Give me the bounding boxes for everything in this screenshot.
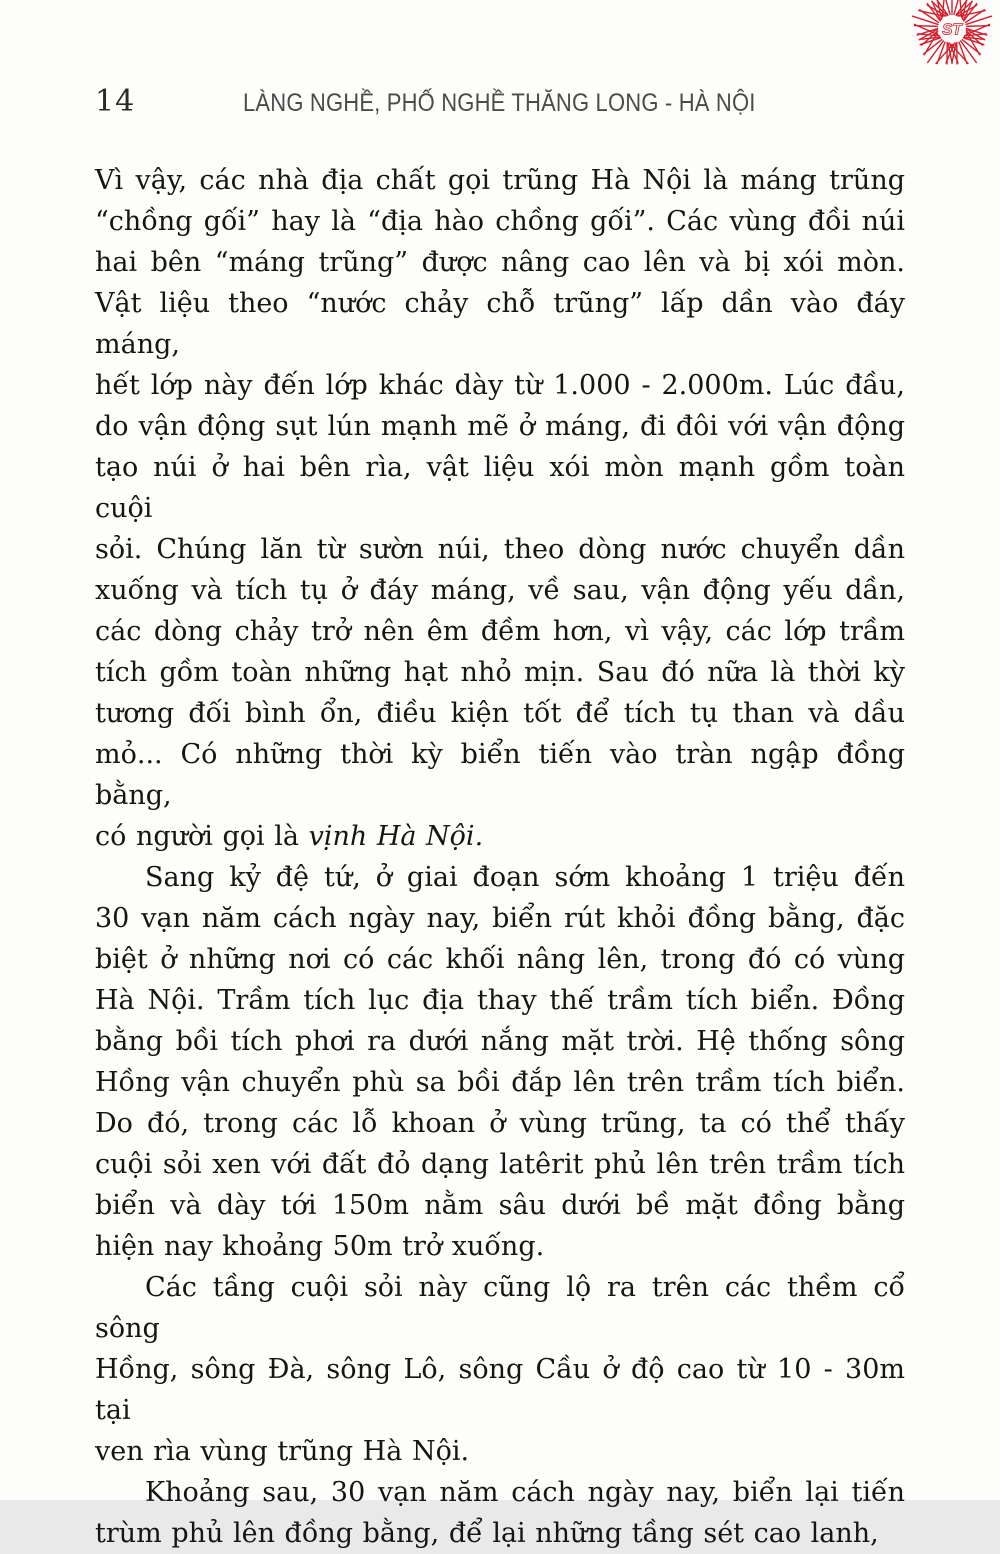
paragraph [95,857,905,1267]
publisher-monogram: ST [942,21,962,39]
text-line: Vì vậy, các nhà địa chất gọi trũng Hà Nội là máng trũng [95,165,905,196]
running-title: LÀNG NGHỀ, PHỐ NGHỀ THĂNG LONG - HÀ NỘI [243,89,756,117]
text-line: biển và dày tới 150m nằm sâu dưới bề mặt đồng bằng [95,1190,905,1221]
paragraph [95,160,905,857]
text-line: Hồng, sông Đà, sông Lô, sông Cầu ở độ cao từ 10 - 30m tại [95,1354,905,1426]
text-line: hiện nay khoảng 50m trở xuống. [95,1231,545,1262]
text-line: ven rìa vùng trũng Hà Nội. [95,1436,470,1467]
text-line: Các tầng cuội sỏi này cũng lộ ra trên các thềm cổ sông [95,1272,905,1344]
text-line: xuống và tích tụ ở đáy máng, về sau, vận động yếu dần, [95,575,905,606]
text-line: hết lớp này đến lớp khác dày từ 1.000 - 2.000m. Lúc đầu, [95,370,905,401]
text-line: tạo núi ở hai bên rìa, vật liệu xói mòn mạnh gồm toàn cuội [95,452,905,524]
publisher-logo [906,0,998,75]
text-line: tích gồm toàn những hạt nhỏ mịn. Sau đó nữa là thời kỳ [95,657,905,688]
text-line: hai bên “máng trũng” được nâng cao lên và bị xói mòn. [95,247,905,278]
text-line: trùm phủ lên đồng bằng, để lại những tầng sét cao lanh, [95,1518,879,1549]
text-line: có người gọi là vịnh Hà Nội. [95,821,484,852]
text-line: Sang kỷ đệ tứ, ở giai đoạn sớm khoảng 1 triệu đến [145,862,905,893]
text-line: “chồng gối” hay là “địa hào chồng gối”. Các vùng đồi núi [95,206,905,237]
text-line: mỏ... Có những thời kỳ biển tiến vào tràn ngập đồng bằng, [95,739,905,811]
text-line: các dòng chảy trở nên êm đềm hơn, vì vậy, các lớp trầm [95,616,905,647]
page-number: 14 [95,84,136,119]
text-line: cuội sỏi xen với đất đỏ dạng latêrit phủ lên trên trầm tích [95,1149,905,1180]
page-header [95,84,905,119]
text-line: 30 vạn năm cách ngày nay, biển rút khỏi đồng bằng, đặc [95,903,905,934]
text-line: tương đối bình ổn, điều kiện tốt để tích tụ than và dầu [95,698,905,729]
text-line: Hà Nội. Trầm tích lục địa thay thế trầm tích biển. Đồng [95,985,905,1016]
text-line: Khoảng sau, 30 vạn năm cách ngày nay, biển lại tiến [145,1477,905,1508]
body-text [95,160,905,1554]
text-line: Do đó, trong các lỗ khoan ở vùng trũng, ta có thể thấy [95,1108,905,1139]
paragraph [95,1472,905,1554]
text-line: bằng bồi tích phơi ra dưới nắng mặt trời. Hệ thống sông [95,1026,905,1057]
text-line: sỏi. Chúng lăn từ sườn núi, theo dòng nước chuyển dần [95,534,905,565]
publisher-star-icon [906,0,998,75]
text-line: Vật liệu theo “nước chảy chỗ trũng” lấp dần vào đáy máng, [95,288,905,360]
text-line: Hồng vận chuyển phù sa bồi đắp lên trên trầm tích biển. [95,1067,905,1098]
text-line: do vận động sụt lún mạnh mẽ ở máng, đi đôi với vận động [95,411,905,442]
paragraph [95,1267,905,1472]
text-line: biệt ở những nơi có các khối nâng lên, trong đó có vùng [95,944,905,975]
